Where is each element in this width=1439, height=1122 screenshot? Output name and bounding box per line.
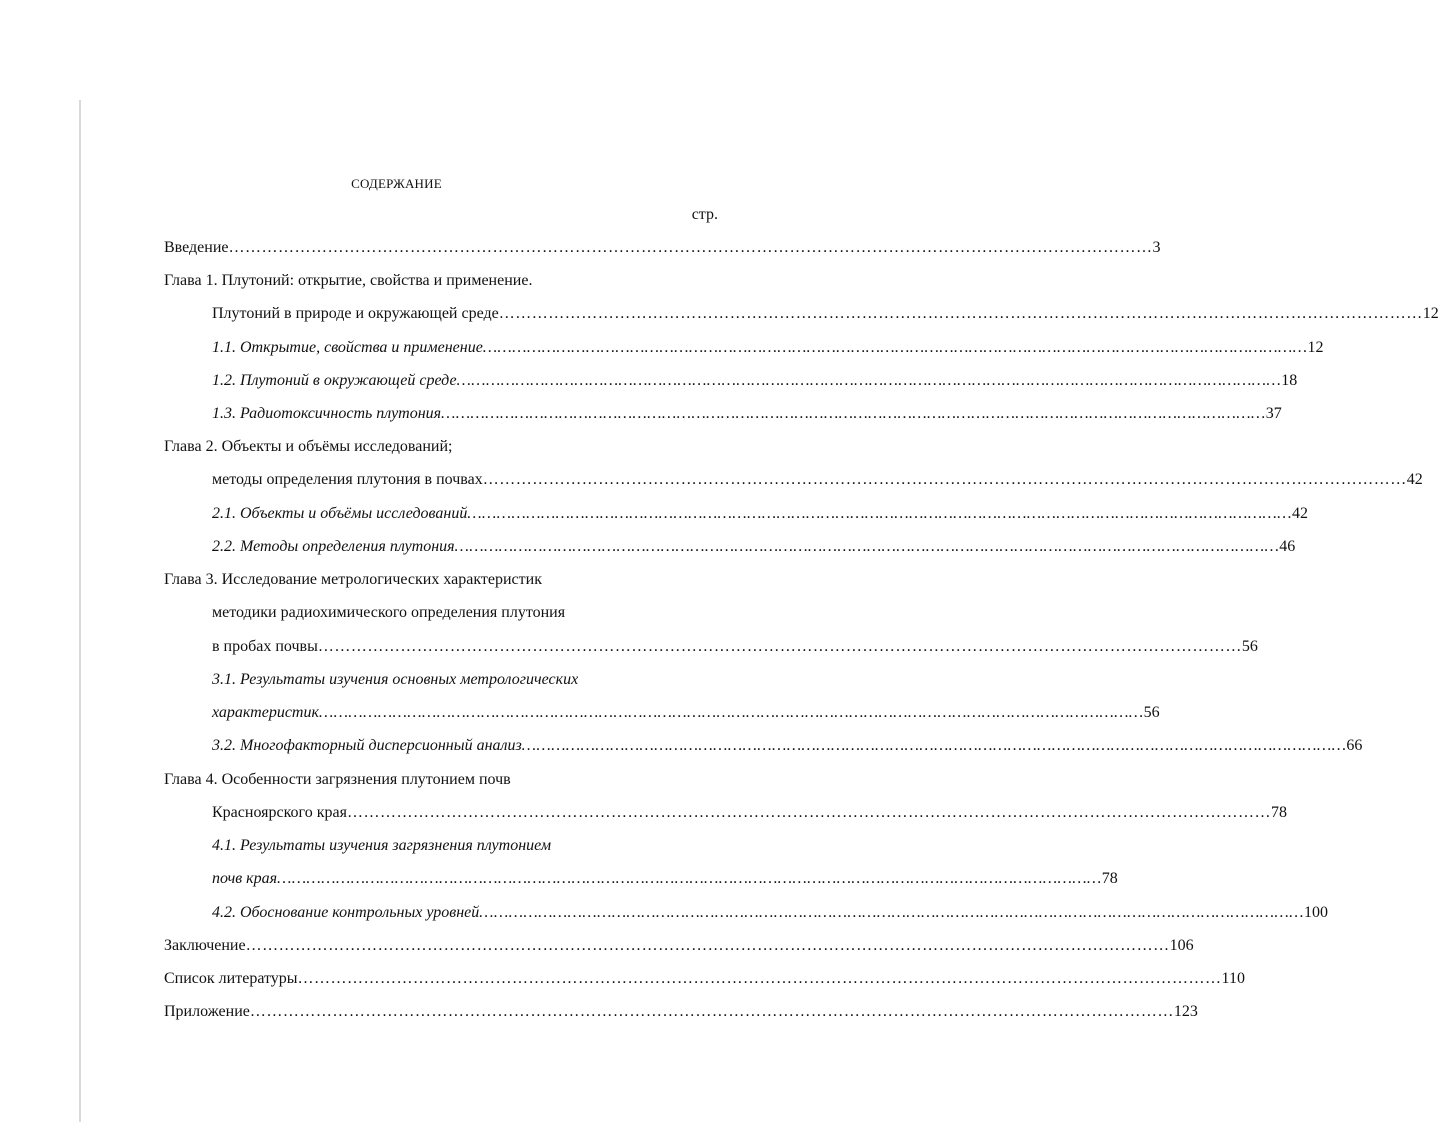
dot-leader: …………………………………………………………………………………………………………………………………………………… [521,737,1347,754]
toc-page-number: 12 [1307,339,1324,356]
toc-section-1-2 [212,370,1298,392]
toc-entry-label: 1.3. Радиотоксичность плутония [212,405,442,422]
toc-page-number: 56 [1241,638,1258,655]
toc-chapter-3-continuation-2 [212,636,1258,658]
toc-entry-label: Плутоний в природе и окружающей среде [212,305,499,322]
toc-entry-label: характеристик [212,704,319,721]
toc-section-4-1-continuation [212,868,1118,890]
toc-entry-label: Список литературы [164,970,298,987]
toc-section-3-2 [212,735,1363,757]
toc-chapter-3-heading [164,569,724,591]
toc-page-number: 100 [1303,904,1328,921]
toc-section-3-1-continuation [212,702,1160,724]
scan-shadow-edge [79,100,81,1122]
toc-entry-label: Глава 2. Объекты и объёмы исследований; [164,438,453,455]
toc-entry-label: 4.1. Результаты изучения загрязнения плутонием [212,837,552,854]
toc-entry-label: Глава 4. Особенности загрязнения плутонием почв [164,771,511,788]
toc-page-number: 46 [1279,538,1296,555]
toc-page-number: 12 [1422,305,1439,322]
toc-entry-introduction [164,237,1161,259]
toc-entry-references [164,968,1245,990]
toc-section-4-1-heading [212,835,712,857]
toc-section-2-1 [212,503,1308,525]
toc-chapter-1-heading [164,270,724,292]
dot-leader: …………………………………………………………………………………………………………………………………………………… [245,937,1170,954]
toc-page-number: 42 [1292,505,1308,522]
dot-leader: …………………………………………………………………………………………………………………………………………………… [498,305,1423,322]
page-column-header: стр. [691,206,718,223]
toc-page-number: 37 [1265,405,1282,422]
toc-page-number: 78 [1270,804,1287,821]
toc-section-1-1 [212,337,1324,359]
toc-entry-label: 3.1. Результаты изучения основных метрологических [212,671,579,688]
toc-entry-label: методы определения плутония в почвах [212,471,483,488]
toc-entry-label: Глава 3. Исследование метрологических характеристик [164,571,542,588]
toc-entry-conclusion [164,935,1194,957]
toc-entry-label: Глава 1. Плутоний: открытие, свойства и применение. [164,272,533,289]
dot-leader: …………………………………………………………………………………………………………………………………………………… [454,538,1280,555]
toc-entry-label: 2.1. Объекты и объёмы исследований [212,505,468,522]
toc-entry-appendix [164,1001,1198,1023]
toc-entry-label: 1.1. Открытие, свойства и применение [212,339,483,356]
toc-chapter-2-heading [164,436,724,458]
dot-leader: …………………………………………………………………………………………………………………………………………………… [277,870,1102,887]
toc-page-number: 78 [1101,870,1118,887]
toc-entry-label: 3.2. Многофакторный дисперсионный анализ [212,737,522,754]
toc-entry-label: 2.2. Методы определения плутония [212,538,455,555]
toc-chapter-3-continuation-1 [212,602,712,624]
toc-section-3-1-heading [212,669,712,691]
dot-leader: …………………………………………………………………………………………………………………………………………………… [482,339,1308,356]
toc-page-number: 18 [1281,372,1298,389]
toc-chapter-2-continuation [212,469,1423,491]
dot-leader: …………………………………………………………………………………………………………………………………………………… [482,471,1407,488]
page-title: СОДЕРЖАНИЕ [351,176,442,191]
dot-leader: …………………………………………………………………………………………………………………………………………………… [467,505,1292,522]
toc-entry-label: Заключение [164,937,246,954]
dot-leader: …………………………………………………………………………………………………………………………………………………… [249,1003,1174,1020]
toc-page-number: 110 [1221,970,1245,987]
toc-page-number: 42 [1406,471,1423,488]
toc-section-4-2 [212,902,1328,924]
dot-leader: …………………………………………………………………………………………………………………………………………………… [346,804,1271,821]
toc-page-number: 66 [1346,737,1363,754]
dot-leader: …………………………………………………………………………………………………………………………………………………… [297,970,1222,987]
toc-entry-label: 1.2. Плутоний в окружающей среде [212,372,457,389]
toc-entry-label: Приложение [164,1003,250,1020]
dot-leader: …………………………………………………………………………………………………………………………………………………… [456,372,1282,389]
toc-entry-label: Введение [164,239,229,256]
toc-entry-label: методики радиохимического определения плутония [212,604,566,621]
toc-chapter-4-heading [164,769,724,791]
toc-page-number: 56 [1143,704,1160,721]
toc-section-2-2 [212,536,1296,558]
toc-chapter-4-continuation [212,802,1287,824]
toc-page-number: 106 [1169,937,1194,954]
toc-page-number: 3 [1152,239,1161,256]
dot-leader: …………………………………………………………………………………………………………………………………………………… [318,704,1144,721]
toc-page-number: 123 [1173,1003,1198,1020]
dot-leader: …………………………………………………………………………………………………………………………………………………… [441,405,1266,422]
dot-leader: …………………………………………………………………………………………………………………………………………………… [228,239,1153,256]
toc-entry-label: в пробах почвы [212,638,318,655]
toc-section-1-3 [212,403,1282,425]
toc-entry-label: 4.2. Обоснование контрольных уровней [212,904,480,921]
toc-entry-label: Красноярского края [212,804,347,821]
dot-leader: …………………………………………………………………………………………………………………………………………………… [317,638,1242,655]
toc-chapter-1-continuation [212,303,1439,325]
toc-entry-label: почв края [212,870,278,887]
dot-leader: …………………………………………………………………………………………………………………………………………………… [479,904,1304,921]
